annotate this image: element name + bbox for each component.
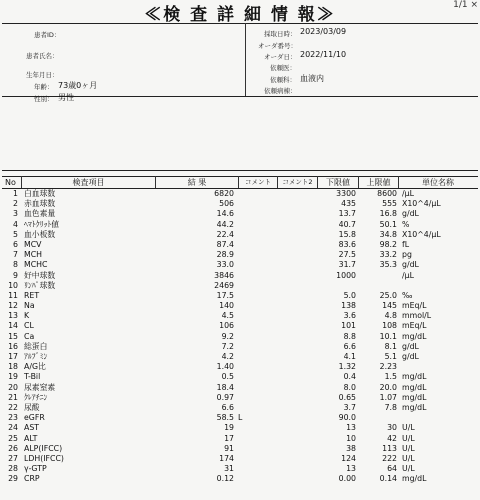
upper-limit: 1.5 <box>384 372 397 382</box>
lower-limit: 138 <box>341 301 356 311</box>
row-number: 23 <box>8 413 18 423</box>
unit: g/dL <box>402 341 419 351</box>
unit: mEq/L <box>402 301 427 311</box>
sex-value: 男性 <box>58 93 74 102</box>
upper-limit: 2.23 <box>379 362 397 372</box>
result-value: 17.5 <box>216 290 234 300</box>
result-value: 58.5 <box>216 413 234 423</box>
row-number: 2 <box>13 199 18 209</box>
unit: mg/dL <box>402 372 427 382</box>
upper-limit: 1.07 <box>379 392 397 402</box>
lower-limit: 124 <box>341 453 356 463</box>
test-name: MCV <box>24 239 42 249</box>
requesting-dept-value: 血液内 <box>300 74 324 83</box>
result-value: 7.2 <box>221 341 234 351</box>
table-row <box>2 434 478 444</box>
row-number: 18 <box>8 362 18 372</box>
upper-limit: 30 <box>387 423 397 433</box>
table-row <box>2 474 478 484</box>
row-number: 26 <box>8 443 18 453</box>
lower-limit: 3.6 <box>343 311 356 321</box>
table-row <box>2 260 478 270</box>
unit: U/L <box>402 433 415 443</box>
lower-limit: 31.7 <box>338 260 356 270</box>
header-lower: 下限値 <box>326 178 350 187</box>
unit: U/L <box>402 464 415 474</box>
lower-limit: 0.4 <box>343 372 356 382</box>
upper-limit: 10.1 <box>379 331 397 341</box>
lower-limit: 101 <box>341 321 356 331</box>
table-row <box>2 240 478 250</box>
lower-limit: 15.8 <box>338 229 356 239</box>
row-number: 24 <box>8 423 18 433</box>
upper-limit: 8.1 <box>384 341 397 351</box>
upper-limit: 7.8 <box>384 402 397 412</box>
upper-limit: 64 <box>387 464 397 474</box>
table-row <box>2 281 478 291</box>
unit: mg/dL <box>402 382 427 392</box>
upper-limit: 25.0 <box>379 290 397 300</box>
row-number: 1 <box>13 189 18 198</box>
row-number: 17 <box>8 352 18 361</box>
test-name: 尿酸 <box>24 402 40 412</box>
unit: U/L <box>402 443 415 453</box>
upper-limit: 4.8 <box>384 311 397 321</box>
lower-limit: 0.65 <box>338 392 356 402</box>
lower-limit: 90.0 <box>338 413 356 423</box>
result-value: 91 <box>224 443 234 453</box>
result-value: 174 <box>219 453 234 463</box>
result-value: 0.5 <box>221 372 234 382</box>
lower-limit: 3.7 <box>343 402 356 412</box>
result-value: 87.4 <box>216 239 234 249</box>
lower-limit: 6.6 <box>343 341 356 351</box>
row-number: 22 <box>8 402 18 412</box>
upper-limit: 0.14 <box>379 474 397 484</box>
header-divider <box>245 23 246 96</box>
table-row <box>2 311 478 321</box>
result-value: 506 <box>219 199 234 209</box>
unit: mg/dL <box>402 402 427 412</box>
report-title: ≪検 査 詳 細 情 報≫ <box>144 5 336 25</box>
unit: X10^4/μL <box>402 199 441 209</box>
table-row <box>2 454 478 464</box>
upper-limit: 145 <box>382 301 397 311</box>
requesting-doctor-label: 依頼医： <box>270 64 296 72</box>
row-number: 9 <box>13 270 18 280</box>
unit: g/dL <box>402 260 419 270</box>
test-name: Na <box>24 301 35 311</box>
lower-limit: 1000 <box>336 270 356 280</box>
test-name: LDH(IFCC) <box>24 453 64 463</box>
lower-limit: 10 <box>346 433 356 443</box>
lower-limit: 3300 <box>336 189 356 198</box>
abnormal-flag: L <box>238 413 243 423</box>
result-value: 28.9 <box>216 250 234 260</box>
table-row <box>2 332 478 342</box>
test-name: ｱﾙﾌﾞﾐﾝ <box>24 352 48 361</box>
table-row <box>2 352 478 362</box>
lower-limit: 435 <box>341 199 356 209</box>
table-row <box>2 403 478 413</box>
row-number: 10 <box>8 280 18 290</box>
result-value: 2469 <box>214 280 234 290</box>
result-value: 4.5 <box>221 311 234 321</box>
test-name: 血小板数 <box>24 229 56 239</box>
test-name: Ca <box>24 331 35 341</box>
test-name: 白血球数 <box>24 189 56 198</box>
result-value: 6820 <box>214 189 234 198</box>
upper-limit: 555 <box>382 199 397 209</box>
header-no: No <box>5 178 16 187</box>
result-value: 19 <box>224 423 234 433</box>
test-name: RET <box>24 290 40 300</box>
upper-limit: 42 <box>387 433 397 443</box>
unit: /μL <box>402 270 414 280</box>
ward-label: 依頼病棟： <box>264 87 297 95</box>
test-name: 総蛋白 <box>24 341 48 351</box>
table-row <box>2 291 478 301</box>
upper-limit: 33.2 <box>379 250 397 260</box>
table-row <box>2 413 478 423</box>
test-name: MCHC <box>24 260 48 270</box>
row-number: 14 <box>8 321 18 331</box>
result-value: 18.4 <box>216 382 234 392</box>
header-unit: 単位名称 <box>422 178 454 187</box>
row-number: 13 <box>8 311 18 321</box>
test-name: ALP(IFCC) <box>24 443 63 453</box>
order-date-value: 2022/11/10 <box>300 50 347 59</box>
upper-limit: 20.0 <box>379 382 397 392</box>
result-value: 33.0 <box>216 260 234 270</box>
row-number: 19 <box>8 372 18 382</box>
row-number: 28 <box>8 464 18 474</box>
row-number: 4 <box>13 219 18 229</box>
result-value: 3846 <box>214 270 234 280</box>
unit: fL <box>402 239 410 249</box>
sex-label: 性別： <box>34 95 54 103</box>
row-number: 25 <box>8 433 18 443</box>
unit: g/dL <box>402 352 419 361</box>
lower-limit: 27.5 <box>338 250 356 260</box>
upper-limit: 16.8 <box>379 209 397 219</box>
row-number: 16 <box>8 341 18 351</box>
patient-name-label: 患者氏名： <box>26 52 59 60</box>
lower-limit: 5.0 <box>343 290 356 300</box>
table-row <box>2 362 478 372</box>
test-name: eGFR <box>24 413 45 423</box>
unit: U/L <box>402 423 415 433</box>
result-value: 1.40 <box>216 362 234 372</box>
test-name: ｸﾚｱﾁﾆﾝ <box>24 392 48 402</box>
upper-limit: 8600 <box>377 189 397 198</box>
header-upper: 上限値 <box>366 178 391 187</box>
header-comment1: コメント <box>245 178 271 186</box>
table-row <box>2 230 478 240</box>
unit: U/L <box>402 453 415 463</box>
unit: pg <box>402 250 412 260</box>
lower-limit: 40.7 <box>338 219 356 229</box>
age-label: 年齢： <box>34 83 54 91</box>
test-name: γ-GTP <box>24 464 47 474</box>
row-number: 6 <box>13 239 18 249</box>
test-name: 血色素量 <box>24 209 56 219</box>
lower-limit: 83.6 <box>338 239 356 249</box>
lower-limit: 38 <box>346 443 356 453</box>
table-row <box>2 209 478 219</box>
table-row <box>2 342 478 352</box>
header-top-rule <box>2 23 478 24</box>
lower-limit: 8.8 <box>343 331 356 341</box>
upper-limit: 108 <box>382 321 397 331</box>
age-value: 73歳0ヶ月 <box>58 81 98 90</box>
unit: /μL <box>402 189 414 198</box>
row-number: 7 <box>13 250 18 260</box>
test-name: 赤血球数 <box>24 199 56 209</box>
test-name: 好中球数 <box>24 270 56 280</box>
requesting-dept-label: 依頼科： <box>270 76 296 84</box>
row-number: 15 <box>8 331 18 341</box>
test-name: ﾘﾝﾊﾟ球数 <box>24 280 56 290</box>
result-value: 0.97 <box>216 392 234 402</box>
result-value: 17 <box>224 433 234 443</box>
result-value: 14.6 <box>216 209 234 219</box>
test-name: K <box>24 311 30 321</box>
upper-limit: 34.8 <box>379 229 397 239</box>
unit: mmol/L <box>402 311 432 321</box>
test-name: T-Bil <box>24 372 41 382</box>
result-value: 31 <box>224 464 234 474</box>
test-name: ALT <box>24 433 38 443</box>
results-table-body <box>2 189 478 484</box>
row-number: 20 <box>8 382 18 392</box>
comment-area-bottom-rule <box>2 170 478 171</box>
upper-limit: 113 <box>382 443 397 453</box>
table-row <box>2 393 478 403</box>
upper-limit: 50.1 <box>379 219 397 229</box>
result-value: 9.2 <box>221 331 234 341</box>
upper-limit: 98.2 <box>379 239 397 249</box>
dob-label: 生年月日： <box>26 71 59 79</box>
table-row <box>2 383 478 393</box>
unit: % <box>402 219 410 229</box>
result-value: 140 <box>219 301 234 311</box>
lower-limit: 13 <box>346 423 356 433</box>
order-number-label: オーダ番号： <box>258 42 297 50</box>
order-date-label: オーダ日： <box>264 53 297 61</box>
lower-limit: 8.0 <box>343 382 356 392</box>
test-name: ﾍﾏﾄｸﾘｯﾄ値 <box>24 219 60 229</box>
result-value: 22.4 <box>216 229 234 239</box>
row-number: 21 <box>8 392 18 402</box>
result-value: 106 <box>219 321 234 331</box>
test-name: MCH <box>24 250 43 260</box>
row-number: 3 <box>13 209 18 219</box>
lower-limit: 4.1 <box>343 352 356 361</box>
unit: mEq/L <box>402 321 427 331</box>
lower-limit: 13.7 <box>338 209 356 219</box>
table-row <box>2 372 478 382</box>
header-item: 検査項目 <box>72 178 105 187</box>
row-number: 12 <box>8 301 18 311</box>
test-name: AST <box>24 423 40 433</box>
test-name: A/G比 <box>24 362 46 372</box>
patient-id-label: 患者ID： <box>34 31 61 39</box>
table-row <box>2 321 478 331</box>
upper-limit: 222 <box>382 453 397 463</box>
lower-limit: 13 <box>346 464 356 474</box>
header-result: 結 果 <box>187 178 207 187</box>
table-row <box>2 444 478 454</box>
unit: ‰ <box>402 290 413 300</box>
unit: mg/dL <box>402 331 427 341</box>
table-row <box>2 301 478 311</box>
test-name: CRP <box>24 474 40 484</box>
header-comment2: コメント2 <box>282 178 313 186</box>
table-row <box>2 220 478 230</box>
row-number: 27 <box>8 453 18 463</box>
upper-limit: 5.1 <box>384 352 397 361</box>
collect-date-label: 採取日時： <box>264 30 297 38</box>
unit: mg/dL <box>402 392 427 402</box>
row-number: 29 <box>8 474 18 484</box>
table-row <box>2 189 478 199</box>
row-number: 8 <box>13 260 18 270</box>
unit: mg/dL <box>402 474 427 484</box>
table-row <box>2 250 478 260</box>
collect-date-value: 2023/03/09 <box>300 27 347 36</box>
result-value: 0.12 <box>216 474 234 484</box>
row-number: 5 <box>13 229 18 239</box>
lower-limit: 0.00 <box>338 474 356 484</box>
result-value: 44.2 <box>216 219 234 229</box>
result-value: 4.2 <box>221 352 234 361</box>
upper-limit: 35.3 <box>379 260 397 270</box>
test-name: CL <box>24 321 34 331</box>
row-number: 11 <box>8 290 18 300</box>
table-row <box>2 423 478 433</box>
table-row <box>2 464 478 474</box>
table-row <box>2 199 478 209</box>
test-name: 尿素窒素 <box>24 382 56 392</box>
lower-limit: 1.32 <box>338 362 356 372</box>
table-row <box>2 271 478 281</box>
unit: X10^4/μL <box>402 229 441 239</box>
result-value: 6.6 <box>221 402 234 412</box>
unit: g/dL <box>402 209 419 219</box>
page-number: 1/1 × <box>453 0 478 10</box>
